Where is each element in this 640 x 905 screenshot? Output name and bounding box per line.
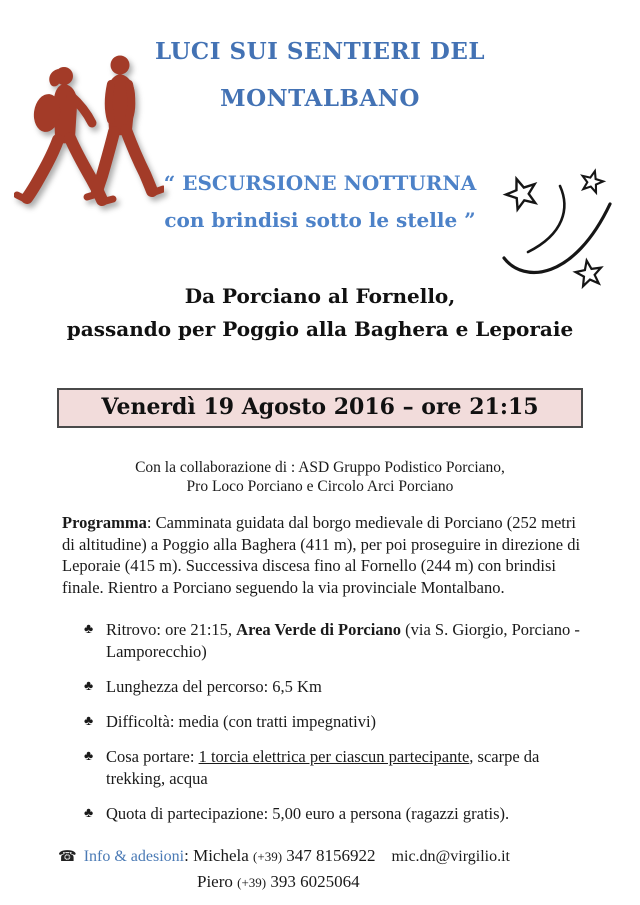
- subtitle-line-2: con brindisi sotto le stelle ”: [164, 208, 476, 232]
- phone-icon: ☎: [58, 849, 77, 865]
- list-item-lunghezza: [84, 676, 600, 698]
- club-bullet-icon: ♣: [84, 749, 94, 764]
- list-item-text: Quota di partecipazione: 5,00 euro a persona (ragazzi gratis).: [106, 804, 510, 823]
- club-bullet-icon: ♣: [84, 679, 94, 694]
- list-item-difficolta: [84, 711, 600, 733]
- route-line-1: Da Porciano al Fornello,: [184, 284, 456, 308]
- list-item-ritrovo: [84, 619, 600, 663]
- list-item-cosa-portare: [84, 746, 600, 790]
- contact-row-2: [58, 871, 510, 893]
- contact-row-1: [58, 845, 510, 868]
- contact-prefix-1: (+39): [253, 849, 283, 864]
- contact-label: Info & adesioni: [83, 848, 185, 865]
- title-line-2: MONTALBANO: [220, 85, 420, 112]
- contact-colon: :: [184, 846, 194, 865]
- route-heading: [0, 280, 640, 346]
- list-item-text: Ritrovo: ore 21:15, Area Verde di Porciano (via S. Giorgio, Porciano - Lamporecchio): [106, 620, 580, 661]
- event-subtitle: [0, 165, 640, 239]
- title-line-1: LUCI SUI SENTIERI DEL: [154, 38, 486, 65]
- club-bullet-icon: ♣: [84, 806, 94, 821]
- event-date-banner: [57, 388, 583, 428]
- contact-number-1: 347 8156922: [282, 846, 376, 865]
- club-bullet-icon: ♣: [84, 714, 94, 729]
- contact-name-1: Michela: [193, 846, 254, 865]
- club-bullet-icon: ♣: [84, 622, 94, 637]
- program-paragraph: [62, 512, 590, 598]
- list-item-text: Difficoltà: media (con tratti impegnativi): [106, 712, 377, 731]
- list-item-quota: [84, 803, 600, 825]
- details-list: [84, 619, 600, 838]
- program-label: Programma: [62, 513, 147, 532]
- contact-prefix-2: (+39): [237, 875, 267, 890]
- collaboration-line-1: Con la collaborazione di : ASD Gruppo Podistico Porciano,: [135, 459, 505, 476]
- list-item-text: Cosa portare: 1 torcia elettrica per ciascun partecipante, scarpe da trekking, acqua: [106, 747, 540, 788]
- event-date-text: Venerdì 19 Agosto 2016 – ore 21:15: [101, 394, 539, 420]
- list-item-text: Lunghezza del percorso: 6,5 Km: [106, 677, 322, 696]
- page-title: [0, 28, 640, 122]
- contact-name-2: Piero: [197, 872, 238, 891]
- collaboration-line-2: Pro Loco Porciano e Circolo Arci Porciano: [186, 478, 454, 495]
- contact-number-2: 393 6025064: [266, 872, 360, 891]
- contact-block: [58, 845, 510, 893]
- subtitle-line-1: “ ESCURSIONE NOTTURNA: [163, 171, 477, 195]
- contact-email: mic.dn@virgilio.it: [391, 848, 510, 865]
- route-line-2: passando per Poggio alla Baghera e Leporaie: [66, 317, 574, 341]
- collaboration-note: [0, 458, 640, 496]
- program-body: : Camminata guidata dal borgo medievale di Porciano (252 metri di altitudine) a Poggio alla Baghera (411 m), per poi proseguire in direzione di Leporaie (415 m). Successiva discesa fino al Fornello (244 m) con brindisi finale. Rientro a Porciano seguendo la via provinciale Montalbano.: [62, 513, 581, 597]
